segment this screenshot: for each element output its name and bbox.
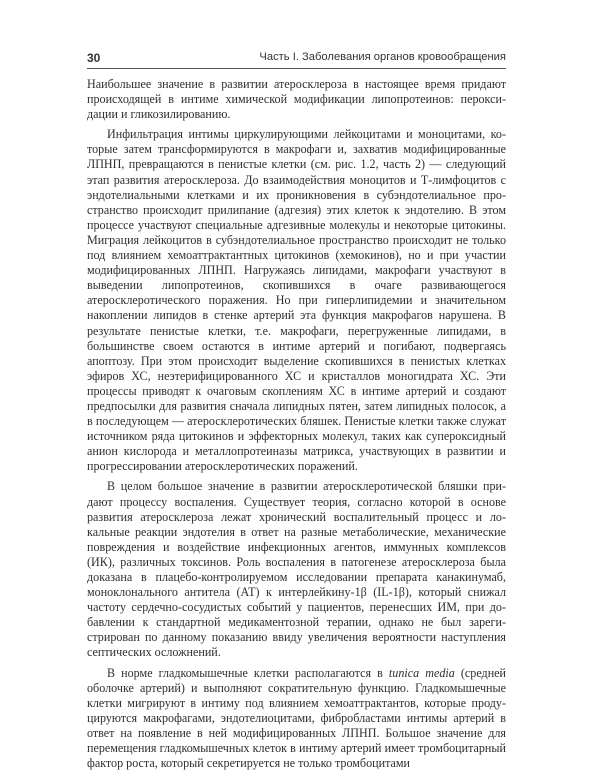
paragraph-4-italic-term: tunica media xyxy=(388,665,455,680)
paragraph-1: Наибольшее значение в развитии атеросклероза в настоящее время придают происходящей в интиме химической модификации липопротеинов: пероксидации и гликозилированию. xyxy=(87,77,506,122)
paragraph-4 xyxy=(87,666,506,771)
page-number: 30 xyxy=(87,51,101,65)
paragraph-4-end: (средней оболочке артерий) и выполняют сократительную функцию. Гладкомышечные клетки мигрируют в интиму под влиянием хемоаттрактантов, которые продуцируются макрофагами, эндотелиоцитами, фибробластами интимы артерий в ответ на появление в ней модифицированных ЛПНП. Большое значение для перемещения гладкомышечных клеток в интиму артерий имеет тромбоцитарный фактор роста, который секретируется не только тромбоцитами xyxy=(87,665,507,771)
paragraph-4-start: В норме гладкомышечные клетки располагаются в xyxy=(107,665,389,680)
paragraph-2: Инфильтрация интимы циркулирующими лейкоцитами и моноцитами, которые затем трансформируются в макрофаги и, захватив модифицированные ЛПНП, превращаются в пенистые клетки (см. рис. 1.2, часть 2) — следующий этап развития атеросклероза. До взаимодействия моноцитов и Т-лимфоцитов с эндотелиальными клетками и их проникновения в субэндотелиальное пространство происходит прилипание (адгезия) этих клеток к эндотелию. В этом процессе участвуют специальные адгезивные молекулы и некоторые цитокины. Миграция лейкоцитов в субэндотелиальное пространство происходит не только под влиянием хемоаттрактантных цитокинов (хемокинов), но и при участии модифицированных ЛПНП. Нагружаясь липидами, макрофаги участвуют в выведении липопротеинов, скопившихся в очаге развивающегося атеросклеротического поражения. Но при гиперлипидемии и значительном накоплении липидов в стенке артерий эта функция макрофагов нарушена. В результате пенистые клетки, т.е. макрофаги, перегруженные липидами, в большинстве своем остаются в интиме артерий и погибают, подвергаясь апоптозу. При этом происходит выделение скопившихся в пенистых клетках эфиров ХС, неэтерифицированного ХС и кристаллов моногидрата ХС. Эти процессы приводят к очаговым скоплениям ХС в интиме артерий и создают предпосылки для развития сначала липидных пятен, затем липидных полосок, а в последующем — атеросклеротических бляшек. Пенистые клетки также служат источником ряда цитокинов и эффекторных молекул, таких как супероксидный анион кислорода и металлопротеиназы матрикса, участвующих в развитии и прогрессировании атеросклеротических поражений. xyxy=(87,127,506,474)
paragraph-3: В целом большое значение в развитии атеросклеротической бляшки придают процессу воспаления. Существует теория, согласно которой в основе развития атеросклероза лежат хронический воспалительный процесс и локальные реакции эндотелия в ответ на разные метаболические, механические повреждения и воздействие инфекционных агентов, иммунных комплексов (ИК), различных токсинов. Роль воспаления в патогенезе атеросклероза была доказана в плацебо-контролируемом исследовании препарата канакинумаб, моноклонального антитела (АТ) к интерлейкину-1β (IL-1β), который снижал частоту сердечно-сосудистых событий у пациентов, перенесших ИМ, при добавлении к стандартной медикаментозной терапии, однако не был зарегистрирован по данному показанию ввиду увеличения вероятности наступления септических осложнений. xyxy=(87,479,506,660)
page-header xyxy=(87,50,506,69)
running-head: Часть I. Заболевания органов кровообращения xyxy=(259,51,506,63)
body-text xyxy=(87,77,506,771)
